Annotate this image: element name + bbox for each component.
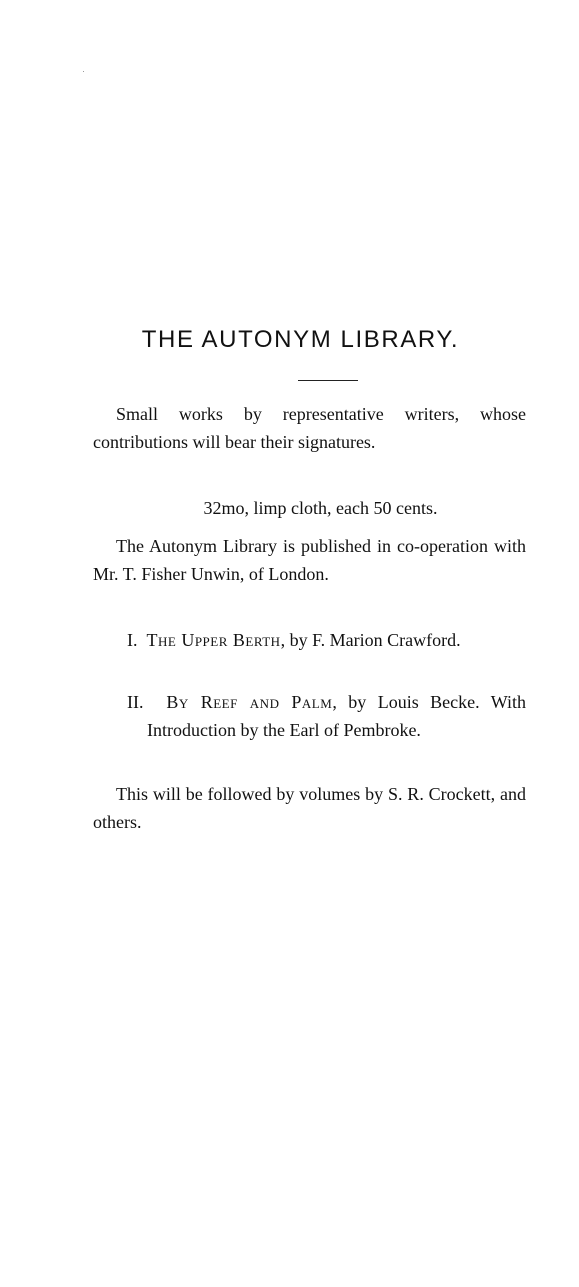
print-speck bbox=[83, 71, 84, 72]
volume-number: II. bbox=[127, 692, 144, 712]
publication-note: The Autonym Library is published in co-operation with Mr. T. Fisher Unwin, of London. bbox=[93, 536, 526, 584]
format-price-line: 32mo, limp cloth, each 50 cents. bbox=[203, 498, 438, 518]
title-rule bbox=[298, 380, 358, 381]
volume-details: , by F. Marion Crawford. bbox=[280, 630, 461, 650]
volume-title: By Reef and Palm bbox=[166, 692, 333, 712]
volume-entry-body bbox=[93, 626, 526, 654]
page-title: THE AUTONYM LIBRARY. bbox=[141, 326, 460, 353]
volume-entry-1 bbox=[93, 626, 526, 654]
volume-title: The Upper Berth bbox=[146, 630, 281, 650]
series-description: Small works by representative writers, whose contributions will bear their signatures. bbox=[93, 404, 526, 452]
volume-entry-2 bbox=[93, 688, 526, 744]
closing-note: This will be followed by volumes by S. R. Crockett, and others. bbox=[93, 784, 526, 832]
volume-number: I. bbox=[127, 630, 138, 650]
volume-details: , by Louis Becke. With Introduction by the Earl of Pembroke. bbox=[147, 692, 527, 740]
volume-entry-body bbox=[93, 688, 526, 744]
